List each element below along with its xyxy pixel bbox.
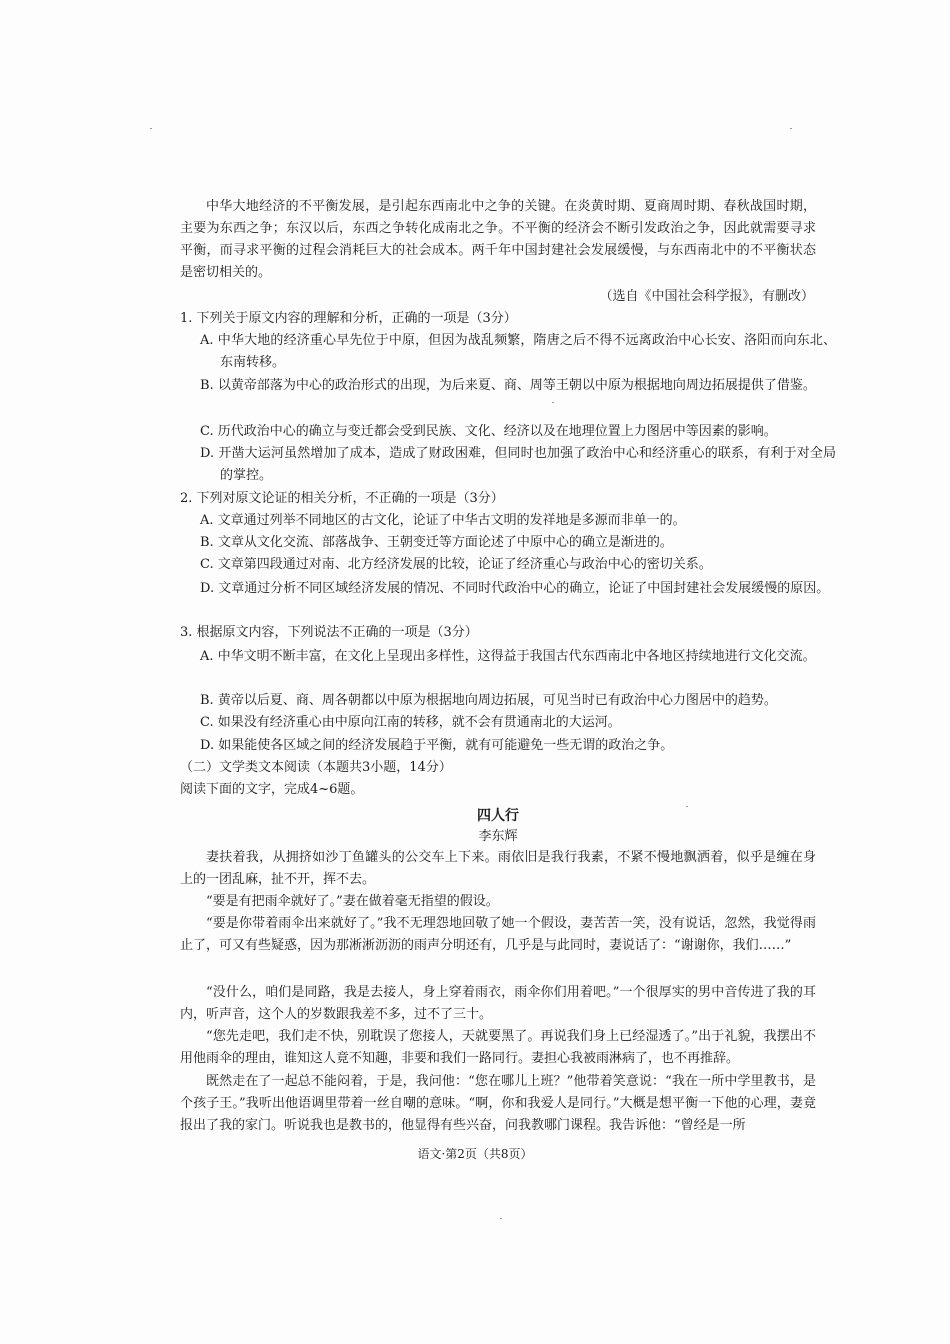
story-paragraph: “没什么，咱们是同路，我是去接人，身上穿着雨衣，雨伞你们用着吧。”一个很厚实的男中音传进了我的耳内，听声音，这个人的岁数跟我差不多，过不了三十。: [180, 985, 816, 1022]
question-2-option-b: B. 文章从文化交流、部落战争、王朝变迁等方面论述了中原中心的确立是渐进的。: [200, 535, 673, 550]
story-paragraph: 既然走在了一起总不能闷着，于是，我问他：“您在哪儿上班？”他带着笑意说：“我在一所中学里教书，是个孩子王。”我听出他语调里带着一丝自嘲的意味。“啊，你和我爱人是同行。”大概是想平衡一下他的心理，妻竟报出了我的家门。听说我也是教书的，他显得有些兴奋，问我教哪门课程。我告诉他：“曾经是一所: [180, 1074, 816, 1133]
question-2-option-c: C. 文章第四段通过对南、北方经济发展的比较，论证了经济重心与政治中心的密切关系。: [200, 557, 712, 572]
question-3-stem: 3. 根据原文内容，下列说法不正确的一项是（3分）: [180, 625, 478, 640]
question-1-option-b: B. 以黄帝部落为中心的政治形式的出现，为后来夏、商、周等王朝以中原为根据地向周边拓展提供了借鉴。: [200, 378, 816, 393]
question-1-option-c: C. 历代政治中心的确立与变迁都会受到民族、文化、经济以及在地理位置上力图居中等因素的影响。: [200, 424, 777, 439]
scan-speck: [500, 1218, 502, 1219]
question-3-option-d: D. 如果能使各区域之间的经济发展趋于平衡，就有可能避免一些无谓的政治之争。: [200, 738, 674, 753]
story-paragraph: “要是有把雨伞就好了。”妻在做着毫无指望的假设。: [206, 894, 499, 909]
question-3-option-c: C. 如果没有经济重心由中原向江南的转移，就不会有贯通南北的大运河。: [200, 715, 621, 730]
story-author: 李东辉: [478, 829, 518, 844]
question-2-option-d: D. 文章通过分析不同区域经济发展的情况、不同时代政治中心的确立，论证了中国封建社会发展缓慢的原因。: [200, 581, 830, 596]
page-footer: 语文·第2页（共8页）: [417, 1147, 533, 1161]
scan-speck: [790, 128, 792, 129]
section-heading: （二）文学类文本阅读（本题共3小题，14分）: [180, 760, 452, 775]
story-title: 四人行: [477, 808, 519, 824]
scan-speck: [552, 402, 554, 403]
question-1-option-a: A. 中华大地的经济重心早先位于中原，但因为战乱频繁，隋唐之后不得不远离政治中心长安、洛阳而向东北、东南转移。: [200, 333, 836, 370]
question-2-option-a: A. 文章通过列举不同地区的古文化，论证了中华古文明的发祥地是多源而非单一的。: [200, 513, 686, 528]
question-3-option-a: A. 中华文明不断丰富，在文化上呈现出多样性，这得益于我国古代东西南北中各地区持续地进行文化交流。: [200, 649, 816, 664]
scan-speck: [150, 128, 152, 129]
story-paragraph: “要是你带着雨伞出来就好了。”我不无理怨地回敬了她一个假设，妻苦苦一笑，没有说话，忽然，我觉得雨止了，可又有些疑惑，因为那淅淅沥沥的雨声分明还有，几乎是与此同时，妻说话了：“谢谢你，我们……”: [180, 916, 816, 953]
source-citation: （选自《中国社会科学报》，有删改）: [599, 289, 814, 304]
section-instruction: 阅读下面的文字，完成4~6题。: [180, 782, 364, 797]
story-paragraph: 妻扶着我，从拥挤如沙丁鱼罐头的公交车上下来。雨依旧是我行我素，不紧不慢地飘洒着，似乎是缠在身上的一团乱麻，扯不开，挥不去。: [180, 850, 816, 887]
question-3-option-b: B. 黄帝以后夏、商、周各朝都以中原为根据地向周边拓展，可见当时已有政治中心力图居中的趋势。: [200, 693, 777, 708]
question-1-option-d: D. 开凿大运河虽然增加了成本，造成了财政困难，但同时也加强了政治中心和经济重心的联系，有利于对全局的掌控。: [200, 446, 836, 483]
question-1-stem: 1. 下列关于原文内容的理解和分析，正确的一项是（3分）: [180, 311, 517, 326]
question-2-stem: 2. 下列对原文论证的相关分析，不正确的一项是（3分）: [180, 491, 504, 506]
story-paragraph: “您先走吧，我们走不快，别耽误了您接人，天就要黑了。再说我们身上已经湿透了。”出于礼貌，我摆出不用他雨伞的理由，谁知这人竟不知趣，非要和我们一路同行。妻担心我被雨淋病了，也不再推辞。: [180, 1029, 816, 1066]
passage-paragraph: 中华大地经济的不平衡发展，是引起东西南北中之争的关键。在炎黄时期、夏商周时期、春秋战国时期，主要为东西之争；东汉以后，东西之争转化成南北之争。不平衡的经济会不断引发政治之争，因此就需要寻求平衡，而寻求平衡的过程会消耗巨大的社会成本。两千年中国封建社会发展缓慢，与东西南北中的不平衡状态是密切相关的。: [180, 199, 816, 280]
